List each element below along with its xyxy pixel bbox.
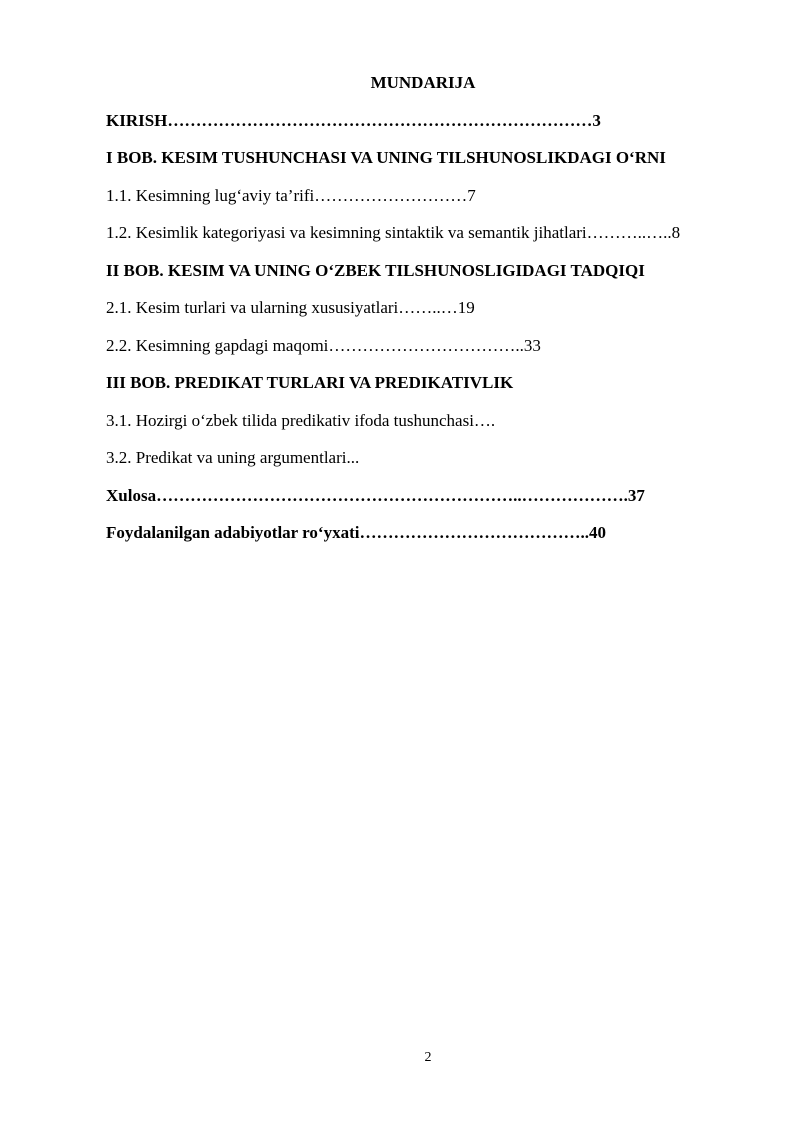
toc-entry-references: Foydalanilgan adabiyotlar ro‘yxati…………………………………..40 bbox=[106, 523, 606, 542]
toc-section-2-2: 2.2. Kesimning gapdagi maqomi……………………………..33 bbox=[106, 336, 541, 355]
toc-section-3-1: 3.1. Hozirgi o‘zbek tilida predikativ ifoda tushunchasi…. bbox=[106, 411, 496, 430]
toc-section-2-1: 2.1. Kesim turlari va ularning xususiyatlari……..…19 bbox=[106, 298, 475, 317]
toc-section-3-2: 3.2. Predikat va uning argumentlari... bbox=[106, 448, 360, 467]
page-number: 2 bbox=[424, 1050, 432, 1065]
toc-entry-xulosa: Xulosa………………………………………………………..……………….37 bbox=[106, 486, 645, 505]
toc-entry-kirish: KIRISH…………………………………………………………………3 bbox=[106, 111, 601, 130]
toc-chapter-2: II BOB. KESIM VA UNING O‘ZBEK TILSHUNOSLIGIDAGI TADQIQI bbox=[106, 261, 645, 280]
toc-section-1-2: 1.2. Kesimlik kategoriyasi va kesimning sintaktik va semantik jihatlari………..…..8 bbox=[106, 223, 681, 242]
toc-section-1-1: 1.1. Kesimning lug‘aviy ta’rifi………………………7 bbox=[106, 186, 476, 205]
page-title: MUNDARIJA bbox=[370, 73, 476, 92]
toc-chapter-1: I BOB. KESIM TUSHUNCHASI VA UNING TILSHUNOSLIKDAGI O‘RNI bbox=[106, 148, 666, 167]
toc-chapter-3: III BOB. PREDIKAT TURLARI VA PREDIKATIVLIK bbox=[106, 373, 514, 392]
